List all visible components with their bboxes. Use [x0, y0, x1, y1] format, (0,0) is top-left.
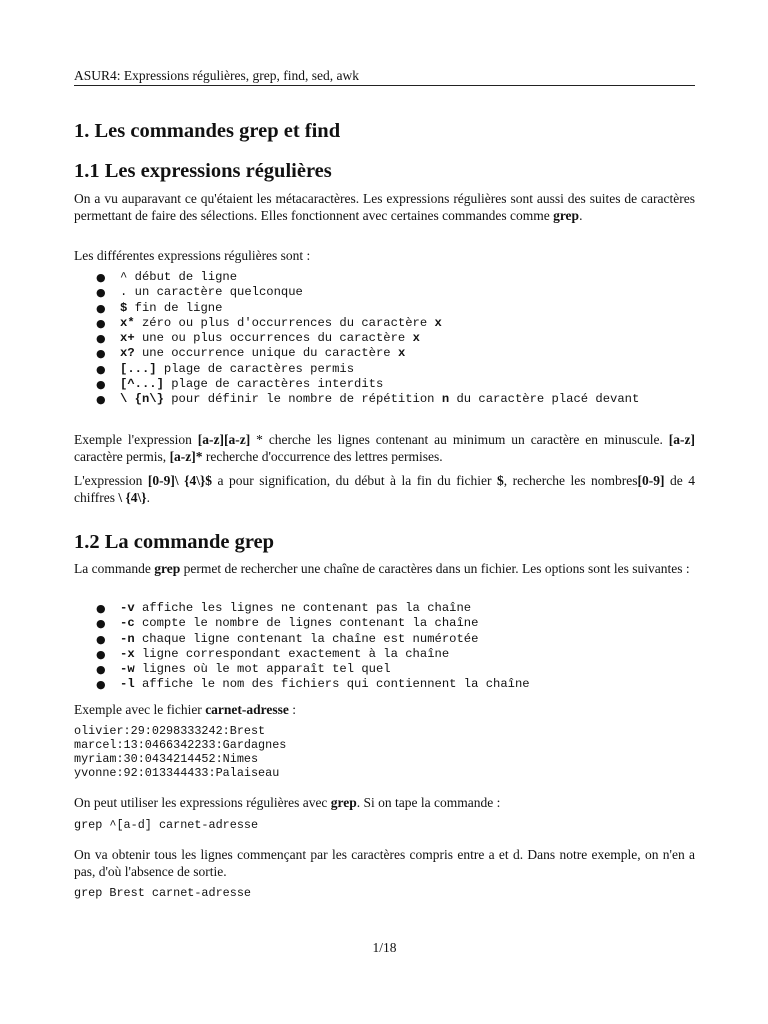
- grep-intro: La commande grep permet de rechercher une chaîne de caractères dans un fichier. Les options sont les suivantes :: [74, 561, 690, 576]
- bullet-icon: ●: [96, 602, 106, 615]
- example-paragraph-2: L'expression [0-9]\ {4\}$ a pour signification, du début à la fin du fichier $, recherche les nombres[0-9] de 4 chiffres \ {4\}.: [74, 473, 695, 505]
- bullet-icon: ●: [96, 678, 106, 692]
- file-example-intro: Exemple avec le fichier carnet-adresse :: [74, 702, 297, 717]
- bullet-icon: ●: [96, 647, 106, 661]
- section-1-heading: 1. Les commandes grep et find: [74, 120, 341, 142]
- command-example-1: grep ^[a-d] carnet-adresse: [74, 818, 259, 832]
- command-example-2: grep Brest carnet-adresse: [74, 886, 251, 900]
- list-item: ● [^...] plage de caractères interdits: [96, 377, 384, 392]
- list-item: ● $ fin de ligne: [96, 300, 223, 315]
- file-line: yvonne:92:013344433:Palaiseau: [74, 766, 280, 781]
- bullet-icon: ●: [96, 617, 106, 631]
- list-item: ● x? une occurrence unique du caractère x: [96, 346, 406, 361]
- grep-options-list: [74, 601, 695, 693]
- bullet-icon: ●: [96, 632, 106, 646]
- list-item: ● -x ligne correspondant exactement à la chaîne: [96, 646, 450, 661]
- list-item: ● -n chaque ligne contenant la chaîne est numérotée: [96, 631, 479, 646]
- list-item: ● -v affiche les lignes ne contenant pas la chaîne: [96, 601, 472, 615]
- bullet-icon: ●: [96, 332, 106, 346]
- page-number: 1/18: [372, 940, 397, 955]
- regex-usage-paragraph: On peut utiliser les expressions régulières avec grep. Si on tape la commande :: [74, 795, 501, 810]
- list-item: ● x* zéro ou plus d'occurrences du caractère x: [96, 315, 442, 330]
- list-item: ● . un caractère quelconque: [96, 285, 303, 300]
- bullet-icon: ●: [96, 316, 106, 330]
- bullet-icon: ●: [96, 663, 106, 677]
- example-paragraph-1: Exemple l'expression [a-z][a-z] * cherche les lignes contenant au minimum un caractère en minuscule. [a-z] caractère permis, [a-z]* recherche d'occurrence des lettres permises.: [74, 432, 695, 464]
- section-1-1-heading: 1.1 Les expressions régulières: [74, 160, 332, 182]
- list-item: ● -l affiche le nom des fichiers qui contiennent la chaîne: [96, 677, 530, 692]
- bullet-icon: ●: [96, 271, 106, 284]
- bullet-icon: ●: [96, 362, 106, 376]
- regex-list: [74, 270, 695, 408]
- list-item: ● x+ une ou plus occurrences du caractère x: [96, 331, 420, 346]
- bullet-icon: ●: [96, 393, 106, 407]
- list-item: ● ^ début de ligne: [96, 270, 238, 284]
- section-1-2-heading: 1.2 La commande grep: [74, 531, 275, 553]
- regex-list-intro: Les différentes expressions régulières sont :: [74, 248, 311, 263]
- file-contents-block: [74, 724, 286, 780]
- bullet-icon: ●: [96, 347, 106, 361]
- bullet-icon: ●: [96, 301, 106, 315]
- list-item: ● [...] plage de caractères permis: [96, 361, 355, 376]
- file-line: olivier:29:0298333242:Brest: [74, 724, 266, 738]
- file-line: marcel:13:0466342233:Gardagnes: [74, 738, 287, 753]
- section-1-1-intro: On a vu auparavant ce qu'étaient les métacaractères. Les expressions régulières sont aussi des suites de caractères permettant de faire des sélections. Elles fonctionnent avec certaines commandes comme grep.: [74, 191, 695, 223]
- list-item: ● -c compte le nombre de lignes contenant la chaîne: [96, 616, 479, 631]
- file-line: myriam:30:0434214452:Nimes: [74, 752, 259, 767]
- running-header: ASUR4: Expressions régulières, grep, find, sed, awk: [74, 68, 695, 86]
- list-item: ● \ {n\} pour définir le nombre de répétition n du caractère placé devant: [96, 392, 640, 407]
- bullet-icon: ●: [96, 378, 106, 392]
- result-explanation: On va obtenir tous les lignes commençant par les caractères compris entre a et d. Dans notre exemple, on n'en a pas, d'où l'absence de sortie.: [74, 847, 695, 879]
- bullet-icon: ●: [96, 286, 106, 300]
- list-item: ● -w lignes où le mot apparaît tel quel: [96, 662, 391, 677]
